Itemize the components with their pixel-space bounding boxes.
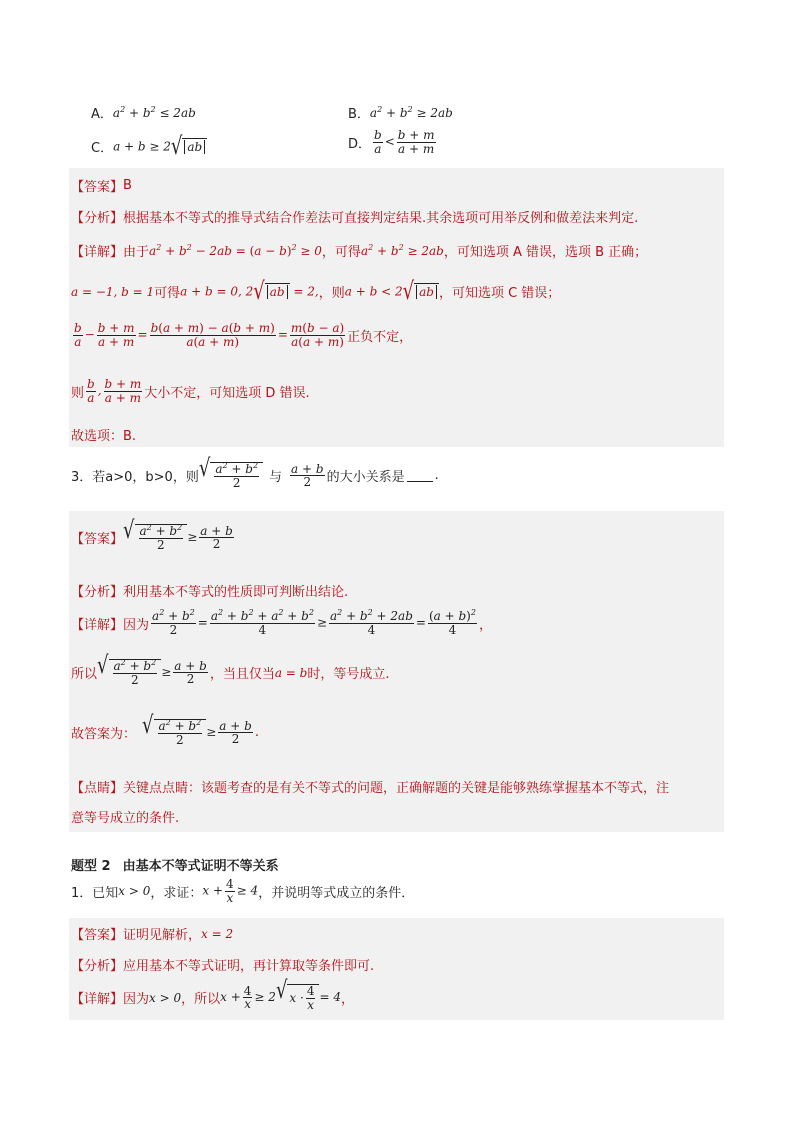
q3-so: 所以 √ $\frac{a^2 + b^2}{2}$ ≥ $\frac{a + b}{2}$ ，当且仅当 a = b 时，等号成立. [71, 651, 390, 687]
option-c: C． a + b ≥ 2 √ ab [91, 137, 207, 156]
q1-detail: 【详解】 因为 x > 0 ，所以 x + $\frac{4}{x}$ ≥ 2 √ x · $\frac{4}{x}$ = 4 ， [71, 976, 354, 1012]
math-option-a: $a^2 + b^2 \le 2ab$ [112, 104, 196, 120]
option-d: D． $\frac{b}{a}$ < $\frac{b + m}{a + m}$ [348, 129, 438, 155]
q2-detail-2: a = −1, b = 1 可得 a + b = 0, 2 √ ab = 2, ，则 a + b < 2 √ ab ，可知选项 C 错误； [71, 276, 561, 305]
q1-answer: 【答案】 证明见解析， x = 2 [71, 926, 234, 943]
q3-comment-1: 【点睛】 关键点点睛：该题考查的是有关不等式的问题，正确解题的关键是能够熟练掌握基本不等式，注 [71, 781, 670, 796]
option-b: B． $a^2 + b^2 \ge 2ab$ [348, 104, 453, 122]
answer-blank [407, 469, 433, 482]
option-a: A． $a^2 + b^2 \le 2ab$ [91, 104, 196, 122]
section-heading: 题型 2 由基本不等式证明不等关系 [71, 859, 279, 874]
q3-final: 故答案为： √ $\frac{a^2 + b^2}{2}$ ≥ $\frac{a + b}{2}$ . [71, 711, 259, 747]
q2-detail-4: 则 $\frac{b}{a}$ , $\frac{b + m}{a + m}$ 大小不定，可知选项 D 错误. [71, 377, 310, 405]
math-option-d: $\frac{b}{a}$ < $\frac{b + m}{a + m}$ [374, 128, 435, 156]
math-option-c: a + b ≥ 2 √ ab [113, 138, 207, 156]
q1-question: 1．已知 x > 0 ，求证： x + $\frac{4}{x}$ ≥ 4 ，并说明等式成立的条件． [71, 877, 415, 905]
q3-detail: 【详解】 因为 $\frac{a^2 + b^2}{2}$ = $\frac{a^2 + b^2 + a^2 + b^2}{4}$ ≥ $\frac{a^2 + b^2 + 2ab}{4}$ = $\frac{(a + b)^2}{4}$ ， [71, 608, 492, 637]
q2-conclusion: 故选项：B. [71, 429, 137, 444]
q2-answer: 【答案】 B [71, 178, 132, 195]
q3-question: 3．若 a>0，b>0，则 √ $\frac{a^2 + b^2}{2}$ 与 $\frac{a + b}{2}$ 的大小关系是 . [71, 454, 439, 490]
q2-detail-1: 【详解】 由于 $a^2 + b^2 - 2ab = (a - b)^2 \ge 0$ ，可得 $a^2 + b^2 \ge 2ab$ ，可知选项 A 错误，选项 B 正确； [71, 242, 648, 260]
math-option-b: $a^2 + b^2 \ge 2ab$ [369, 104, 453, 120]
q2-analysis: 【分析】 根据基本不等式的推导式结合作差法可直接判定结果.其余选项可用举反例和做差法来判定. [71, 211, 639, 226]
q1-analysis: 【分析】 应用基本不等式证明，再计算取等条件即可. [71, 959, 375, 974]
q2-detail-3: $\frac{b}{a}$ − $\frac{b + m}{a + m}$ = $\frac{b(a + m) - a(b + m)}{a(a + m)}$ = $\frac{m(b - a)}{a(a + m)}$ 正负不定， [74, 321, 413, 349]
q3-analysis: 【分析】 利用基本不等式的性质即可判断出结论. [71, 585, 349, 600]
q3-comment-2: 意等号成立的条件. [71, 811, 180, 826]
q3-answer: 【答案】 √ $\frac{a^2 + b^2}{2}$ ≥ $\frac{a + b}{2}$ [71, 516, 233, 552]
